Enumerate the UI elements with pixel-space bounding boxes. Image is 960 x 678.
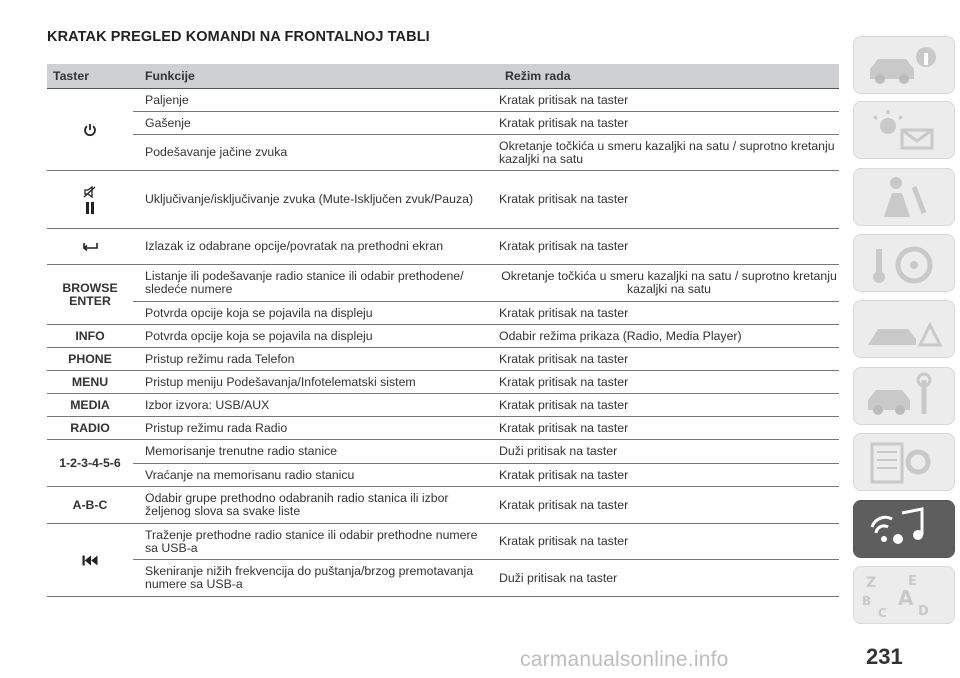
chapter-tab-specifications[interactable] [853,433,955,491]
page-number: 231 [866,644,903,669]
function-cell: Pristup režimu rada Telefon [133,348,499,371]
key-cell: BROWSE ENTER [47,265,133,325]
svg-text:D: D [918,604,929,619]
mode-cell: Duži pritisak na taster [499,560,839,597]
function-cell: Memorisanje trenutne radio stanice [133,440,499,464]
table-row [47,464,839,487]
key-cell: 1-2-3-4-5-6 [47,440,133,487]
mode-cell [499,265,839,302]
previous-track-icon [82,555,98,566]
key-cell: MENU [47,371,133,394]
svg-text:B: B [862,594,872,608]
breakdown-triangle-icon [862,305,946,353]
key-cell: MEDIA [47,394,133,417]
mode-cell: Kratak pritisak na taster [499,229,839,265]
table-row [47,394,839,417]
chapter-tab-multimedia[interactable] [853,500,955,558]
mode-cell: Odabir režima prikaza (Radio, Media Player) [499,325,839,348]
function-cell: Paljenje [133,89,499,112]
function-cell: Gašenje [133,112,499,135]
table-row [47,417,839,440]
table-row [47,265,839,302]
table-row [47,371,839,394]
page-title: KRATAK PREGLED KOMANDI NA FRONTALNOJ TABLI [47,29,430,45]
chapter-tab-starting[interactable] [853,234,955,292]
table-row [47,89,839,112]
multimedia-music-icon [862,505,946,553]
mode-cell: Kratak pritisak na taster [499,371,839,394]
warning-light-mail-icon [862,106,946,154]
chapter-tab-warning-lights[interactable] [853,101,955,159]
chapter-tab-safety[interactable] [853,168,955,226]
svg-text:E: E [908,574,917,589]
function-cell: Skeniranje nižih frekvencija do puštanja/brzog premotavanja numere sa USB-a [133,560,499,597]
back-arrow-icon [81,241,99,253]
table-header-row [47,64,839,89]
svg-text:A: A [898,586,914,610]
mode-cell: Kratak pritisak na taster [499,487,839,524]
car-info-icon [862,41,946,89]
car-service-wrench-icon [862,372,946,420]
table-row [47,135,839,171]
function-cell: Potvrda opcije koja se pojavila na displeju [133,302,499,325]
key-cell [47,524,133,597]
function-cell: Izbor izvora: USB/AUX [133,394,499,417]
table-row [47,487,839,524]
function-cell: Vraćanje na memorisanu radio stanicu [133,464,499,487]
function-cell: Pristup režimu rada Radio [133,417,499,440]
mute-icon [83,186,97,198]
mode-cell: Kratak pritisak na taster [499,524,839,560]
table-row [47,440,839,464]
chapter-tab-maintenance[interactable] [853,367,955,425]
header-key: Taster [47,64,133,89]
header-functions: Funkcije [133,64,499,89]
function-cell: Odabir grupe prethodno odabranih radio stanica ili izbor željenog slova sa svake liste [133,487,499,524]
function-cell: Listanje ili podešavanje radio stanice ili odabir prethodene/ sledeće numere [133,265,499,302]
table-row [47,348,839,371]
key-cell: PHONE [47,348,133,371]
key-cell: RADIO [47,417,133,440]
key-cell: INFO [47,325,133,348]
function-cell: Traženje prethodne radio stanice ili odabir prethodne numere sa USB-a [133,524,499,560]
mode-cell: Kratak pritisak na taster [499,394,839,417]
function-cell: Izlazak iz odabrane opcije/povratak na prethodni ekran [133,229,499,265]
chapter-tab-emergency[interactable] [853,300,955,358]
svg-text:Z: Z [866,575,877,591]
mode-cell: Kratak pritisak na taster [499,417,839,440]
key-steering-wheel-icon [862,239,946,287]
mode-cell: Kratak pritisak na taster [499,302,839,325]
table-row [47,171,839,229]
function-cell: Pristup meniju Podešavanja/Infotelematski sistem [133,371,499,394]
table-row [47,302,839,325]
mode-cell: Okretanje točkića u smeru kazaljki na satu / suprotno kretanju kazaljki na satu [499,135,839,171]
specifications-gear-icon [862,438,946,486]
table-row [47,229,839,265]
table-row [47,524,839,560]
table-row [47,325,839,348]
header-mode: Režim rada [499,64,839,89]
power-icon [83,123,97,137]
function-cell: Potvrda opcije koja se pojavila na displeju [133,325,499,348]
mode-text: Okretanje točkića u smeru kazaljki na satu / suprotno kretanju kazaljki na satu [501,269,837,296]
table-row [47,560,839,597]
function-cell: Podešavanje jačine zvuka [133,135,499,171]
key-cell [47,171,133,229]
mode-cell: Kratak pritisak na taster [499,112,839,135]
command-table [47,64,839,597]
svg-text:C: C [878,606,887,619]
mode-cell: Duži pritisak na taster [499,440,839,464]
mode-cell: Kratak pritisak na taster [499,171,839,229]
pause-icon [85,202,95,214]
mode-cell: Kratak pritisak na taster [499,89,839,112]
alphabetical-index-icon [862,571,946,619]
watermark: carmanualsonline.info [520,648,729,671]
key-cell: A-B-C [47,487,133,524]
seat-airbag-icon [862,173,946,221]
key-cell [47,229,133,265]
mode-cell: Kratak pritisak na taster [499,348,839,371]
chapter-tab-car-info[interactable] [853,36,955,94]
key-cell [47,89,133,171]
chapter-tab-index[interactable] [853,566,955,624]
table-row [47,112,839,135]
function-cell: Uključivanje/isključivanje zvuka (Mute-Isključen zvuk/Pauza) [133,171,499,229]
mode-cell: Kratak pritisak na taster [499,464,839,487]
